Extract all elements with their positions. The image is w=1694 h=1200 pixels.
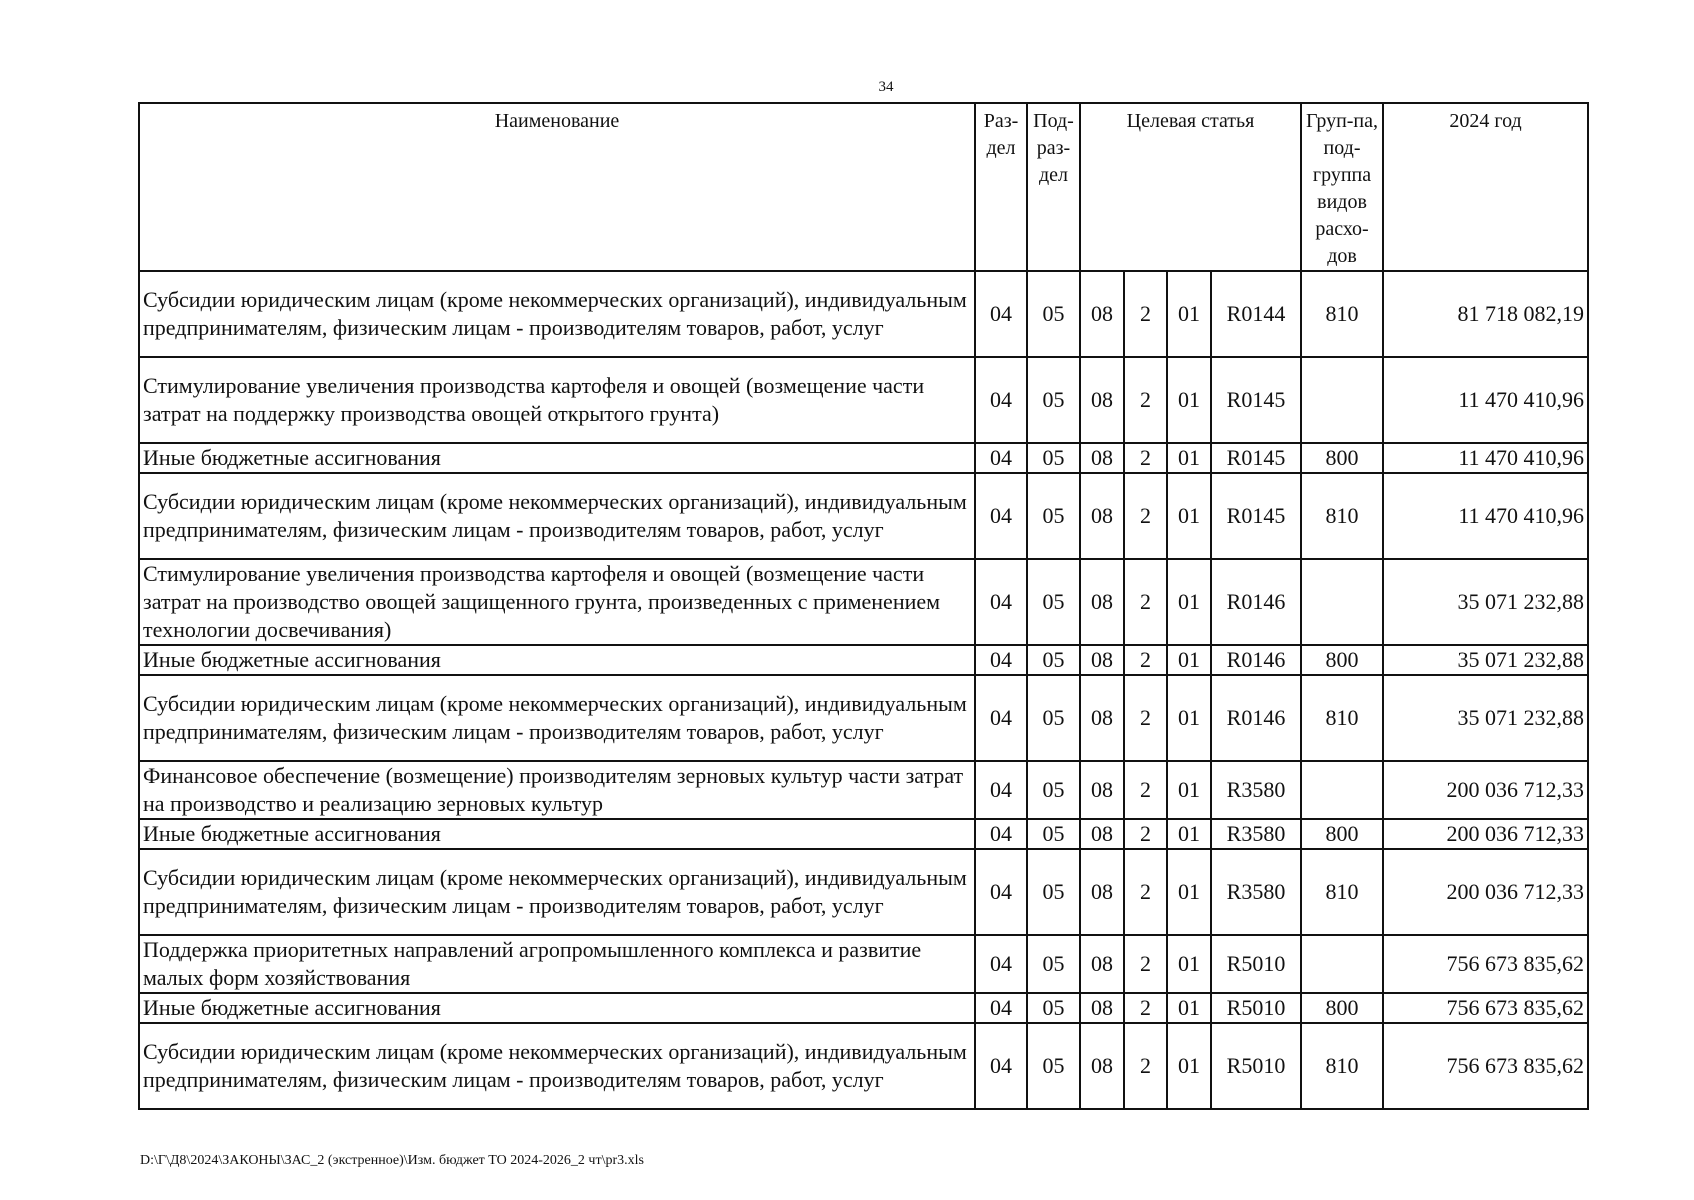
row-target-subprogram: 01 — [1167, 849, 1211, 935]
row-target-program: 08 — [1080, 935, 1124, 993]
row-target-type: 2 — [1124, 443, 1167, 473]
page-number: 34 — [878, 79, 894, 95]
row-target-subprogram: 01 — [1167, 357, 1211, 443]
row-target-subprogram: 01 — [1167, 271, 1211, 357]
table-row — [139, 819, 1588, 849]
row-amount: 81 718 082,19 — [1383, 271, 1588, 357]
row-name: Стимулирование увеличения производства картофеля и овощей (возмещение части затрат на производство овощей защищенного грунта, произведенных с применением технологии досвечивания) — [139, 559, 975, 645]
header-name: Наименование — [139, 103, 975, 271]
row-target-type: 2 — [1124, 819, 1167, 849]
header-section: Раз-дел — [975, 103, 1027, 271]
row-target-code: R5010 — [1211, 993, 1301, 1023]
row-amount: 35 071 232,88 — [1383, 559, 1588, 645]
row-expense-group: 800 — [1301, 819, 1383, 849]
row-subsection: 05 — [1027, 819, 1080, 849]
budget-table — [138, 102, 1589, 1110]
header-target-article: Целевая статья — [1080, 103, 1301, 271]
row-expense-group: 800 — [1301, 443, 1383, 473]
row-target-code: R0145 — [1211, 473, 1301, 559]
row-subsection: 05 — [1027, 935, 1080, 993]
row-target-subprogram: 01 — [1167, 1023, 1211, 1109]
row-subsection: 05 — [1027, 357, 1080, 443]
row-target-program: 08 — [1080, 761, 1124, 819]
row-section: 04 — [975, 1023, 1027, 1109]
row-name: Субсидии юридическим лицам (кроме некоммерческих организаций), индивидуальным предпринимателям, физическим лицам - производителям товаров, работ, услуг — [139, 271, 975, 357]
row-name: Иные бюджетные ассигнования — [139, 819, 975, 849]
row-target-program: 08 — [1080, 645, 1124, 675]
row-section: 04 — [975, 357, 1027, 443]
row-expense-group: 810 — [1301, 1023, 1383, 1109]
row-section: 04 — [975, 935, 1027, 993]
row-subsection: 05 — [1027, 675, 1080, 761]
table-header — [139, 103, 1588, 271]
header-subsection: Под-раз-дел — [1027, 103, 1080, 271]
row-name: Субсидии юридическим лицам (кроме некоммерческих организаций), индивидуальным предпринимателям, физическим лицам - производителям товаров, работ, услуг — [139, 473, 975, 559]
row-target-subprogram: 01 — [1167, 443, 1211, 473]
row-target-program: 08 — [1080, 819, 1124, 849]
row-target-code: R0146 — [1211, 675, 1301, 761]
row-expense-group — [1301, 357, 1383, 443]
row-expense-group: 810 — [1301, 271, 1383, 357]
row-target-type: 2 — [1124, 761, 1167, 819]
row-target-program: 08 — [1080, 675, 1124, 761]
row-target-type: 2 — [1124, 559, 1167, 645]
row-target-type: 2 — [1124, 935, 1167, 993]
row-target-code: R0145 — [1211, 357, 1301, 443]
row-target-code: R0146 — [1211, 645, 1301, 675]
row-name: Поддержка приоритетных направлений агропромышленного комплекса и развитие малых форм хозяйствования — [139, 935, 975, 993]
row-target-type: 2 — [1124, 675, 1167, 761]
row-target-subprogram: 01 — [1167, 675, 1211, 761]
row-target-type: 2 — [1124, 993, 1167, 1023]
header-year-2024: 2024 год — [1383, 103, 1588, 271]
row-target-subprogram: 01 — [1167, 819, 1211, 849]
row-subsection: 05 — [1027, 559, 1080, 645]
table-row — [139, 1023, 1588, 1109]
row-expense-group — [1301, 761, 1383, 819]
row-subsection: 05 — [1027, 473, 1080, 559]
row-amount: 200 036 712,33 — [1383, 761, 1588, 819]
row-amount: 200 036 712,33 — [1383, 819, 1588, 849]
row-amount: 11 470 410,96 — [1383, 473, 1588, 559]
row-section: 04 — [975, 761, 1027, 819]
row-target-program: 08 — [1080, 849, 1124, 935]
row-expense-group — [1301, 559, 1383, 645]
row-name: Стимулирование увеличения производства картофеля и овощей (возмещение части затрат на поддержку производства овощей открытого грунта) — [139, 357, 975, 443]
row-target-code: R0145 — [1211, 443, 1301, 473]
row-expense-group: 800 — [1301, 645, 1383, 675]
row-expense-group: 810 — [1301, 675, 1383, 761]
table-row — [139, 559, 1588, 645]
row-target-code: R3580 — [1211, 849, 1301, 935]
row-amount: 11 470 410,96 — [1383, 357, 1588, 443]
table-row — [139, 993, 1588, 1023]
row-name: Иные бюджетные ассигнования — [139, 993, 975, 1023]
row-section: 04 — [975, 819, 1027, 849]
row-amount: 11 470 410,96 — [1383, 443, 1588, 473]
row-name: Иные бюджетные ассигнования — [139, 443, 975, 473]
row-target-program: 08 — [1080, 473, 1124, 559]
table-row — [139, 849, 1588, 935]
row-section: 04 — [975, 473, 1027, 559]
row-expense-group: 810 — [1301, 849, 1383, 935]
row-target-subprogram: 01 — [1167, 645, 1211, 675]
header-expense-group: Груп-па, под-группа видов расхо-дов — [1301, 103, 1383, 271]
row-name: Субсидии юридическим лицам (кроме некоммерческих организаций), индивидуальным предпринимателям, физическим лицам - производителям товаров, работ, услуг — [139, 849, 975, 935]
row-amount: 756 673 835,62 — [1383, 993, 1588, 1023]
row-subsection: 05 — [1027, 761, 1080, 819]
table-row — [139, 761, 1588, 819]
row-target-subprogram: 01 — [1167, 559, 1211, 645]
row-target-program: 08 — [1080, 993, 1124, 1023]
table-row — [139, 357, 1588, 443]
row-target-type: 2 — [1124, 473, 1167, 559]
row-target-code: R5010 — [1211, 935, 1301, 993]
row-section: 04 — [975, 849, 1027, 935]
row-name: Субсидии юридическим лицам (кроме некоммерческих организаций), индивидуальным предпринимателям, физическим лицам - производителям товаров, работ, услуг — [139, 1023, 975, 1109]
row-subsection: 05 — [1027, 993, 1080, 1023]
row-target-code: R3580 — [1211, 819, 1301, 849]
row-target-program: 08 — [1080, 271, 1124, 357]
row-target-type: 2 — [1124, 1023, 1167, 1109]
row-amount: 35 071 232,88 — [1383, 675, 1588, 761]
row-name: Субсидии юридическим лицам (кроме некоммерческих организаций), индивидуальным предпринимателям, физическим лицам - производителям товаров, работ, услуг — [139, 675, 975, 761]
row-subsection: 05 — [1027, 849, 1080, 935]
row-target-code: R0144 — [1211, 271, 1301, 357]
row-name: Финансовое обеспечение (возмещение) производителям зерновых культур части затрат на производство и реализацию зерновых культур — [139, 761, 975, 819]
row-target-type: 2 — [1124, 271, 1167, 357]
row-target-subprogram: 01 — [1167, 473, 1211, 559]
row-target-program: 08 — [1080, 1023, 1124, 1109]
row-amount: 35 071 232,88 — [1383, 645, 1588, 675]
row-target-type: 2 — [1124, 645, 1167, 675]
row-section: 04 — [975, 559, 1027, 645]
table-body — [139, 271, 1588, 1109]
row-target-code: R5010 — [1211, 1023, 1301, 1109]
row-expense-group — [1301, 935, 1383, 993]
row-target-program: 08 — [1080, 559, 1124, 645]
row-amount: 756 673 835,62 — [1383, 1023, 1588, 1109]
table-row — [139, 645, 1588, 675]
table-row — [139, 473, 1588, 559]
header-row — [139, 103, 1588, 271]
row-target-subprogram: 01 — [1167, 993, 1211, 1023]
row-target-code: R0146 — [1211, 559, 1301, 645]
row-section: 04 — [975, 675, 1027, 761]
row-section: 04 — [975, 645, 1027, 675]
table-row — [139, 935, 1588, 993]
row-target-subprogram: 01 — [1167, 761, 1211, 819]
row-name: Иные бюджетные ассигнования — [139, 645, 975, 675]
table-row — [139, 443, 1588, 473]
row-target-program: 08 — [1080, 357, 1124, 443]
row-subsection: 05 — [1027, 271, 1080, 357]
row-subsection: 05 — [1027, 1023, 1080, 1109]
row-target-program: 08 — [1080, 443, 1124, 473]
row-amount: 200 036 712,33 — [1383, 849, 1588, 935]
row-amount: 756 673 835,62 — [1383, 935, 1588, 993]
row-target-type: 2 — [1124, 357, 1167, 443]
footer-file-path: D:\Г\Д8\2024\ЗАКОНЫ\ЗАС_2 (экстренное)\Изм. бюджет ТО 2024-2026_2 чт\pr3.xls — [140, 1153, 644, 1168]
table-row — [139, 271, 1588, 357]
row-target-code: R3580 — [1211, 761, 1301, 819]
row-subsection: 05 — [1027, 443, 1080, 473]
row-expense-group: 800 — [1301, 993, 1383, 1023]
row-section: 04 — [975, 271, 1027, 357]
row-subsection: 05 — [1027, 645, 1080, 675]
row-target-subprogram: 01 — [1167, 935, 1211, 993]
row-section: 04 — [975, 993, 1027, 1023]
row-target-type: 2 — [1124, 849, 1167, 935]
row-expense-group: 810 — [1301, 473, 1383, 559]
table-row — [139, 675, 1588, 761]
row-section: 04 — [975, 443, 1027, 473]
